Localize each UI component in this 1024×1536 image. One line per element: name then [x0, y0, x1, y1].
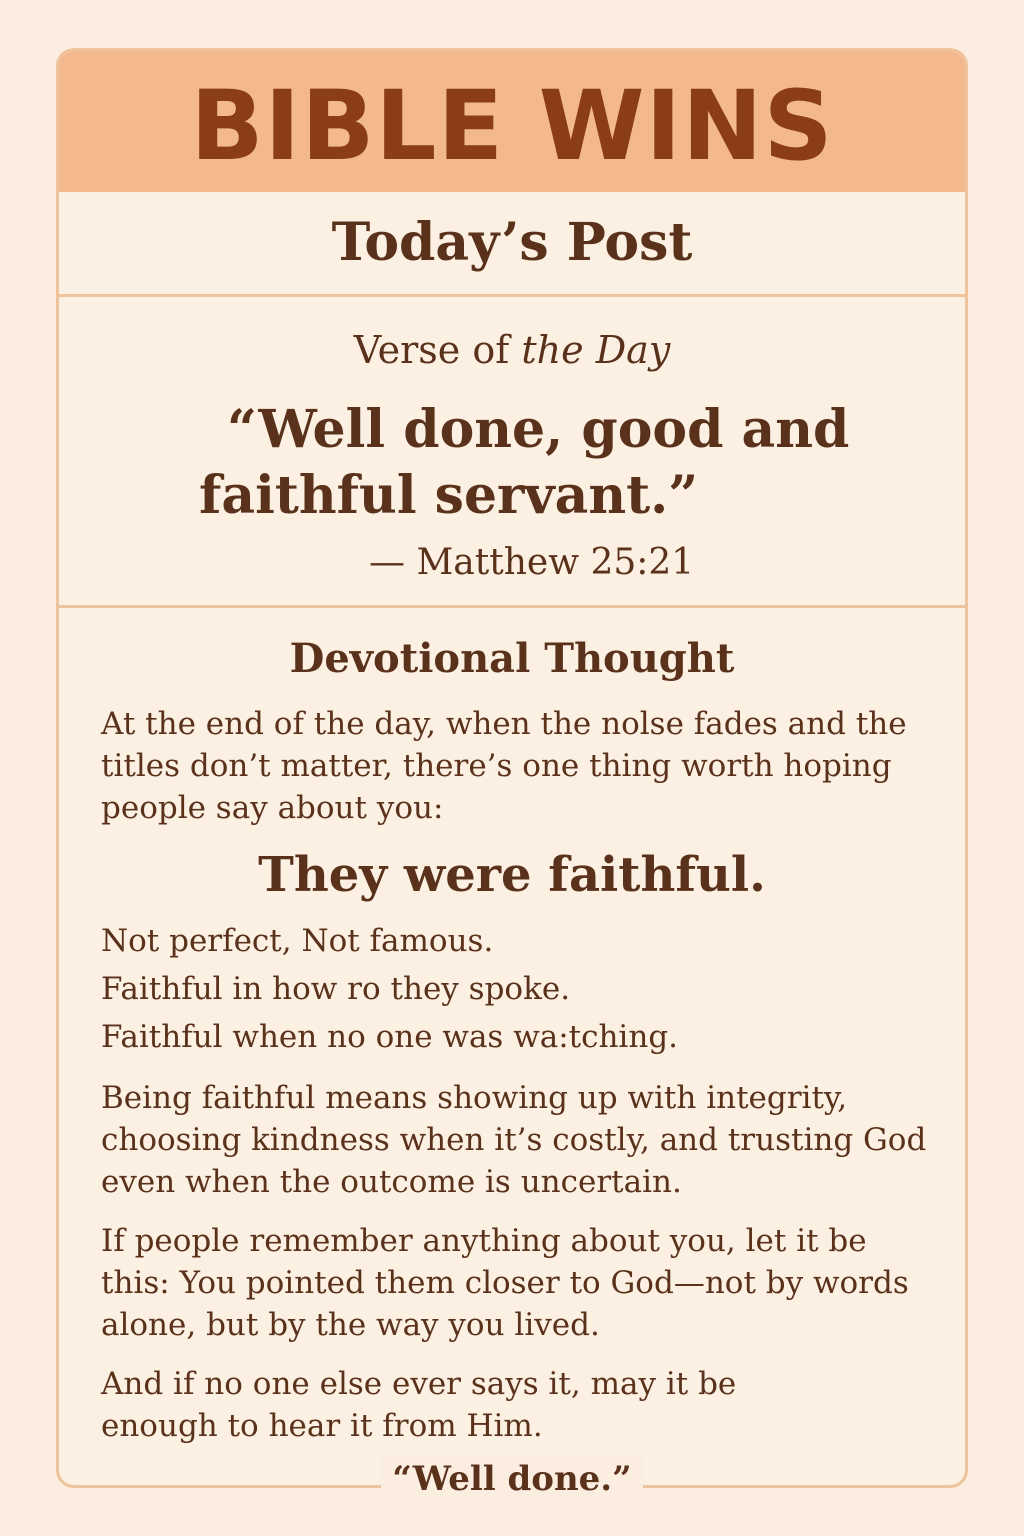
signoff-badge [381, 1455, 643, 1503]
divider [59, 605, 965, 608]
short-line: Faithful in how ro they spoke. [101, 971, 571, 1007]
devotional-heading: Devotional Thought [289, 635, 735, 682]
short-line: Not perfect, Not famous. [101, 923, 494, 959]
brand-title: BIBLE WINS [190, 69, 834, 182]
verse-quote [199, 397, 899, 529]
post-label: Today’s Post [331, 212, 693, 273]
devotional-paragraph: And if no one else ever says it, may it be enough to hear it from Him. [101, 1366, 737, 1444]
devotional-paragraph: If people remember anything about you, let it be this: You pointed them closer to God—not by words alone, but by the way you lived. [101, 1223, 909, 1343]
verse-quote-line: “Well done, good and [227, 399, 850, 460]
verse-quote-line: faithful servant.” [199, 465, 699, 526]
verse-heading [59, 327, 965, 373]
verse-heading-prefix: Verse of [353, 328, 522, 372]
devotional-card [56, 48, 968, 1499]
verse-heading-emphasis: the Day [521, 328, 671, 372]
devotional-intro: At the end of the day, when the nolse fades and the titles don’t matter, there’s one thing worth hoping people say about you: [101, 706, 907, 826]
divider [59, 294, 965, 297]
signoff-text: “Well done.” [392, 1459, 632, 1499]
masthead-banner [59, 51, 965, 192]
verse-reference: — Matthew 25:21 [369, 542, 695, 583]
short-lines-list [101, 917, 931, 1061]
short-line: Faithful when no one was wa:tching. [101, 1019, 679, 1055]
key-statement: They were faithful. [258, 847, 766, 903]
devotional-paragraph: Being faithful means showing up with integrity, choosing kindness when it’s costly, and trusting God even when the outcome is uncertain. [101, 1080, 927, 1200]
